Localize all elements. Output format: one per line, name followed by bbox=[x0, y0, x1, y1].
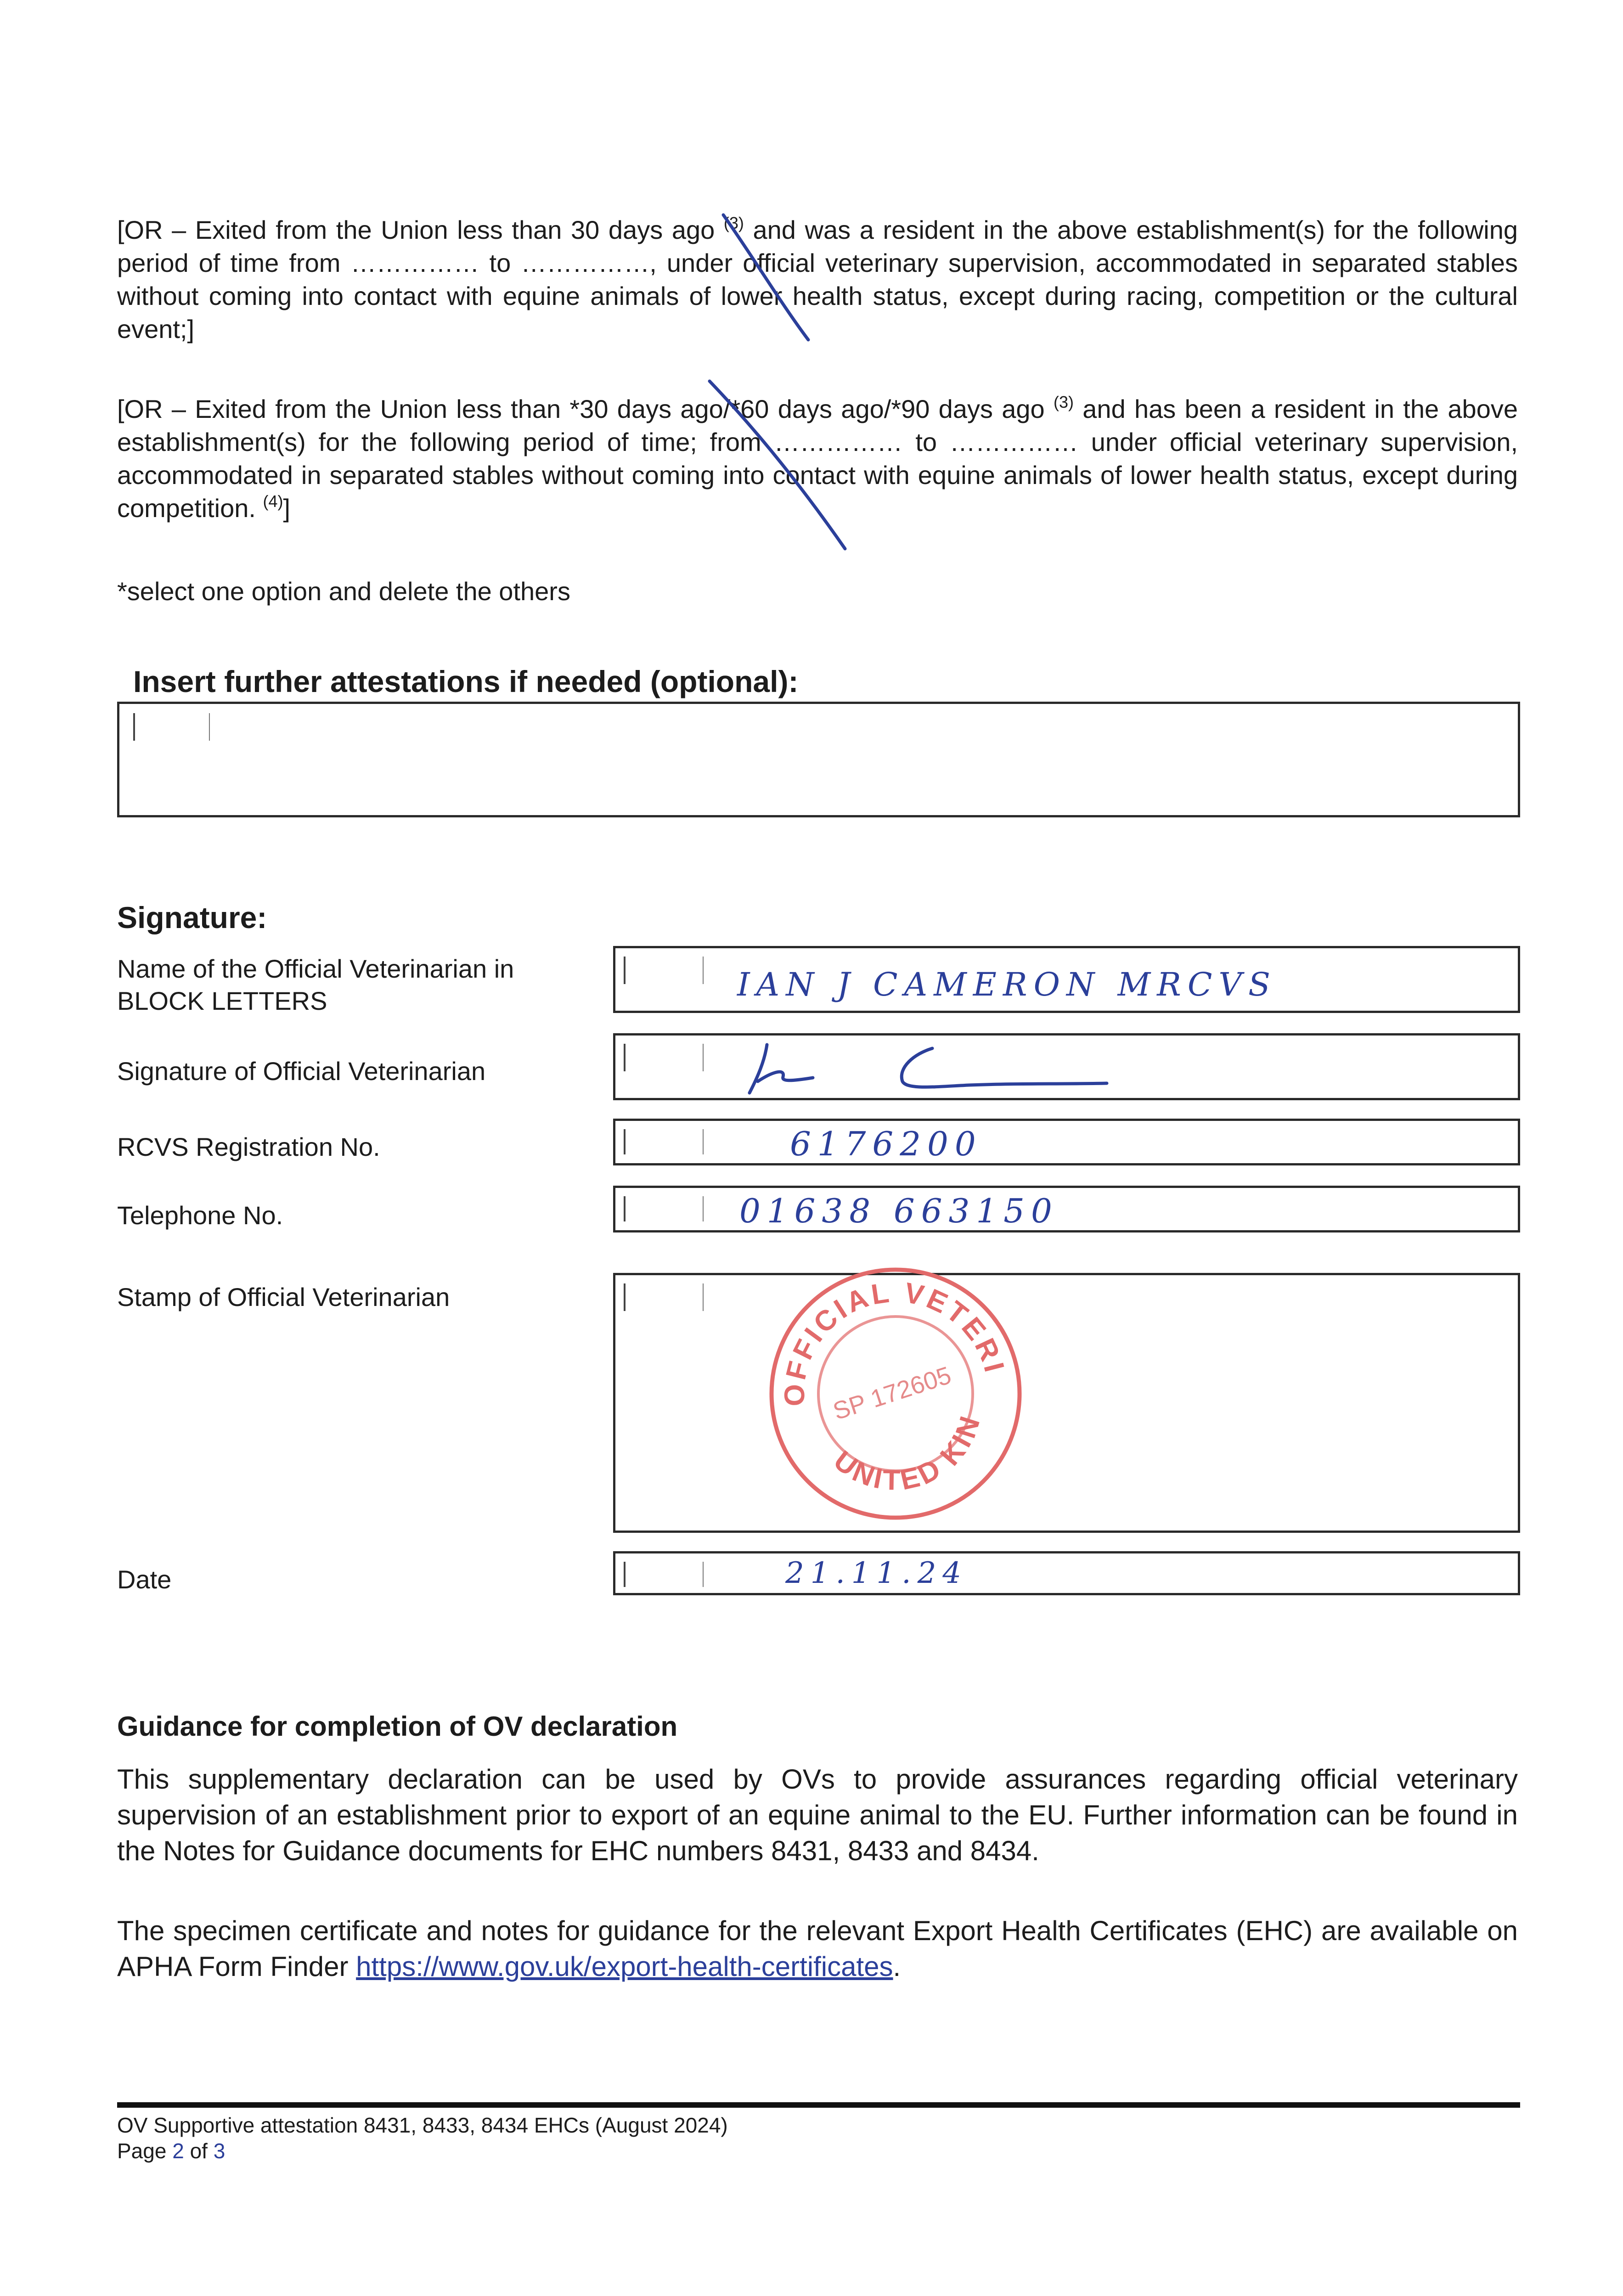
rcvs-field[interactable] bbox=[613, 1119, 1520, 1165]
signature-heading: Signature: bbox=[117, 900, 267, 934]
page-of: of bbox=[184, 2139, 214, 2163]
option2-text: [OR – Exited from the Union less than *30 days ago/*60 days ago/*90 days ago bbox=[117, 394, 1054, 423]
stamp-field[interactable] bbox=[613, 1273, 1520, 1533]
telephone-field[interactable] bbox=[613, 1186, 1520, 1232]
official-veterinarian-stamp bbox=[762, 1261, 1029, 1527]
field-cursor-mark bbox=[703, 1283, 704, 1311]
stamp-number: SP 172605 bbox=[829, 1361, 955, 1425]
guidance-paragraph-2-text: The specimen certificate and notes for guidance for the relevant Export Health Certificates (EHC) are available on APHA Form Finder bbox=[117, 1915, 1518, 1982]
footnote-ref: (3) bbox=[723, 214, 744, 232]
stamp-top-text: OFFICIAL VETERI bbox=[779, 1277, 1011, 1407]
select-option-note: *select one option and delete the others bbox=[117, 577, 570, 606]
date-handwritten: 21.11.24 bbox=[785, 1556, 968, 1590]
field-cursor-mark bbox=[624, 957, 626, 984]
ov-signature-field[interactable] bbox=[613, 1033, 1520, 1100]
field-cursor-mark bbox=[209, 713, 210, 741]
ov-name-label bbox=[117, 953, 514, 1017]
stamp-label: Stamp of Official Veterinarian bbox=[117, 1283, 450, 1311]
footnote-ref: (4) bbox=[263, 492, 283, 511]
field-cursor-mark bbox=[703, 1562, 704, 1587]
ov-name-label-line2: BLOCK LETTERS bbox=[117, 986, 327, 1015]
option1-text: [OR – Exited from the Union less than 30 days ago bbox=[117, 215, 724, 244]
further-attestations-heading: Insert further attestations if needed (optional): bbox=[133, 664, 799, 698]
handwritten-signature bbox=[739, 1035, 1116, 1100]
stamp-seal bbox=[762, 1261, 1029, 1527]
field-cursor-mark bbox=[703, 1196, 704, 1221]
field-cursor-mark bbox=[624, 1283, 626, 1311]
footer-divider bbox=[117, 2102, 1520, 2108]
guidance-paragraph-2-end: . bbox=[893, 1951, 901, 1982]
telephone-handwritten: 01638 663150 bbox=[739, 1192, 1059, 1230]
footer-page-number bbox=[117, 2138, 225, 2164]
guidance-heading: Guidance for completion of OV declaration bbox=[117, 1711, 678, 1742]
field-cursor-mark bbox=[624, 1129, 626, 1154]
field-cursor-mark bbox=[703, 1129, 704, 1154]
rcvs-label: RCVS Registration No. bbox=[117, 1132, 380, 1161]
date-field[interactable] bbox=[613, 1551, 1520, 1595]
field-cursor-mark bbox=[703, 957, 704, 984]
page-total: 3 bbox=[213, 2139, 225, 2163]
date-label: Date bbox=[117, 1565, 172, 1594]
field-cursor-mark bbox=[133, 713, 135, 741]
field-cursor-mark bbox=[624, 1196, 626, 1221]
telephone-label: Telephone No. bbox=[117, 1201, 283, 1230]
option2-text-rest: and has been a resident in the above establishment(s) for the following period of time; from …………… to …………… under official veterinary supervision, accommodated in separated stables without coming into contact with equine animals of lower health status, except during competition. bbox=[117, 394, 1518, 523]
footnote-ref: (3) bbox=[1053, 393, 1074, 411]
further-attestations-field[interactable] bbox=[117, 702, 1520, 817]
footer-document-title: OV Supportive attestation 8431, 8433, 8434 EHCs (August 2024) bbox=[117, 2113, 728, 2137]
stamp-bottom-text: UNITED KIN bbox=[828, 1410, 987, 1497]
option1-text-rest: and was a resident in the above establishment(s) for the following period of time from …………… to ……………, under official veterinary supervision, accommodated in separated stables without coming into contact with equine animals of lower health status, except during racing, competition or the cultural event;] bbox=[117, 215, 1518, 343]
page-current: 2 bbox=[172, 2139, 184, 2163]
ov-signature-label: Signature of Official Veterinarian bbox=[117, 1057, 486, 1086]
guidance-paragraph-1: This supplementary declaration can be used by OVs to provide assurances regarding official veterinary supervision of an establishment prior to export of an equine animal to the EU. Further information can be found in the Notes for Guidance documents for EHC numbers 8431, 8433 and 8434. bbox=[117, 1764, 1518, 1866]
ov-name-field[interactable] bbox=[613, 946, 1520, 1013]
export-health-certificates-link[interactable]: https://www.gov.uk/export-health-certificates bbox=[356, 1951, 893, 1982]
field-cursor-mark bbox=[624, 1044, 626, 1071]
option2-text-end: ] bbox=[283, 494, 291, 523]
ov-name-label-line1: Name of the Official Veterinarian in bbox=[117, 954, 514, 983]
page-word: Page bbox=[117, 2139, 173, 2163]
field-cursor-mark bbox=[624, 1562, 626, 1587]
deletion-strike-marks bbox=[0, 0, 1623, 574]
guidance-paragraph-2 bbox=[117, 1913, 1518, 1985]
ov-name-handwritten: IAN J CAMERON MRCVS bbox=[737, 966, 1277, 1003]
rcvs-handwritten: 6176200 bbox=[790, 1125, 982, 1163]
field-cursor-mark bbox=[703, 1044, 704, 1071]
